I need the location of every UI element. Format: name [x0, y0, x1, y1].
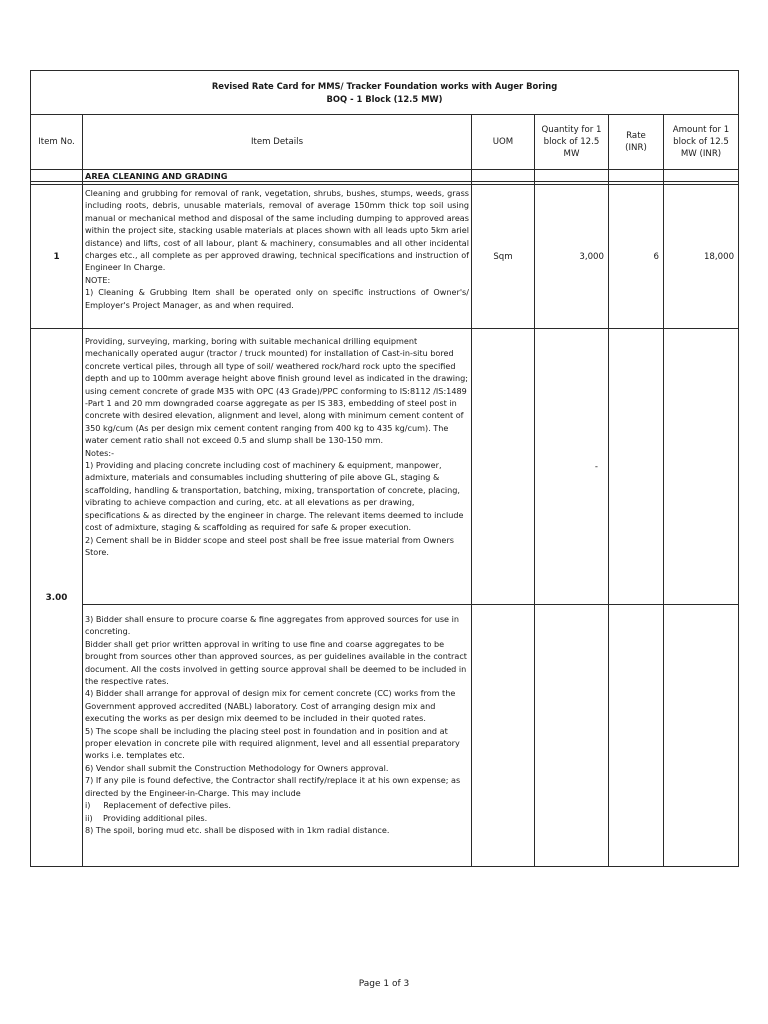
- header-item-details: Item Details: [83, 115, 472, 170]
- document-title: [31, 71, 739, 115]
- item-description: [83, 185, 472, 329]
- table-header-row: [31, 115, 739, 170]
- header-rate: Rate (INR): [609, 115, 664, 170]
- list-item: i) Replacement of defective piles.: [85, 800, 231, 811]
- title-line-1: Revised Rate Card for MMS/ Tracker Foundation works with Auger Boring: [211, 80, 558, 91]
- header-item-no: Item No.: [31, 115, 83, 170]
- boq-table: [30, 70, 739, 867]
- note-paragraph: 1) Providing and placing concrete including cost of machinery & equipment, manpower, admixture, materials and consumables including shuttering of pile above GL, staging & scaffolding, handling & transportation, batching, mixing, transportation of concrete, placing, vibrating to achieve compaction and curing, etc. at all elevations as per drawing, specifications & as directed by the engineer in charge. The relevant items deemed to include cost of admixture, staging & scaffolding as required for safe & proper execution.: [85, 460, 464, 533]
- table-row: [31, 605, 739, 867]
- description-paragraph: Providing, surveying, marking, boring with suitable mechanical drilling equipment mechanically operated augur (tractor / truck mounted) for installation of Cast-in-situ bored concrete vertical piles, through all type of soil/ weathered rock/hard rock upto the specified depth and up to 100mm average height above finish ground level as indicated in the drawing; using cement concrete of grade M35 with OPC (43 Grade)/PPC conforming to IS:8112 /IS:1489 -Part 1 and 20 mm downgraded coarse aggregate as per IS 383, embedding of steel post in concrete with desired elevation, alignment and level, along with minimum cement content of 350 kg/cum (As per design mix cement content ranging from 400 kg to 435 kg/cum). The water cement ratio shall not exceed 0.5 and slump shall be 130-150 mm.: [85, 336, 469, 446]
- table-row: [31, 185, 739, 329]
- item-number: 3.00: [31, 329, 83, 867]
- amount-cell: 18,000: [664, 185, 739, 329]
- note-paragraph: 6) Vendor shall submit the Construction Methodology for Owners approval.: [85, 762, 389, 773]
- list-item: ii) Providing additional piles.: [85, 812, 208, 823]
- quantity-cell: 3,000: [535, 185, 609, 329]
- table-row: [31, 329, 739, 605]
- quantity-cell: [535, 329, 609, 605]
- note-text: 1) Cleaning & Grubbing Item shall be operated only on specific instructions of Owner's/ Employer's Project Manager, as and when required.: [85, 287, 469, 310]
- section-label: AREA CLEANING AND GRADING: [83, 170, 472, 182]
- boq-sheet: [30, 70, 738, 867]
- note-paragraph: 5) The scope shall be including the placing steel post in foundation and in position and at proper elevation in concrete pile with required alignment, level and all essential preparatory works i.e. templates etc.: [85, 725, 460, 761]
- item-description-part-1: [83, 329, 472, 605]
- section-row: [31, 170, 739, 182]
- note-paragraph: 3) Bidder shall ensure to procure coarse & fine aggregates from approved sources for use in concreting.: [85, 614, 459, 637]
- header-amount: Amount for 1 block of 12.5 MW (INR): [664, 115, 739, 170]
- item-description-part-2: [83, 605, 472, 867]
- note-paragraph: 7) If any pile is found defective, the Contractor shall rectify/replace it at his own expense; as directed by the Engineer-in-Charge. This may include: [85, 775, 461, 798]
- note-paragraph: 4) Bidder shall arrange for approval of design mix for cement concrete (CC) works from the Government approved accredited (NABL) laboratory. Cost of arranging design mix and executing the works as per design mix deemed to be included in their quoted rates.: [85, 688, 456, 724]
- header-quantity: Quantity for 1 block of 12.5 MW: [535, 115, 609, 170]
- header-uom: UOM: [472, 115, 535, 170]
- notes-label: Notes:-: [85, 447, 115, 458]
- item-number: 1: [31, 185, 83, 329]
- note-label: NOTE:: [85, 274, 111, 285]
- note-paragraph: 8) The spoil, boring mud etc. shall be disposed with in 1km radial distance.: [85, 824, 390, 835]
- note-paragraph: 2) Cement shall be in Bidder scope and steel post shall be free issue material from Owners Store.: [85, 534, 454, 557]
- description-text: Cleaning and grubbing for removal of rank, vegetation, shrubs, bushes, stumps, weeds, grass including roots, debris, unusable materials, removal of average 150mm thick top soil using manual or mechanical method and disposal of the same including dumping to approved areas within the project site, stacking usable materials at places shown with all leads upto 5km ariel distance) and lifts, cost of all labour, plant & machinery, consumables and all other incidental charges etc., all complete as per approved drawing, technical specifications and instruction of Engineer In Charge.: [85, 188, 469, 273]
- title-row: [31, 71, 739, 115]
- quantity-dash: -: [594, 461, 598, 472]
- page-number: Page 1 of 3: [358, 979, 410, 989]
- title-line-2: BOQ - 1 Block (12.5 MW): [326, 93, 443, 104]
- rate-cell: 6: [609, 185, 664, 329]
- note-paragraph: Bidder shall get prior written approval in writing to use fine and coarse aggregates to be brought from sources other than approved sources, as per guidelines available in the contract document. All the costs involved in getting source approval shall be deemed to be included in the respective rates.: [85, 638, 467, 687]
- uom-cell: Sqm: [472, 185, 535, 329]
